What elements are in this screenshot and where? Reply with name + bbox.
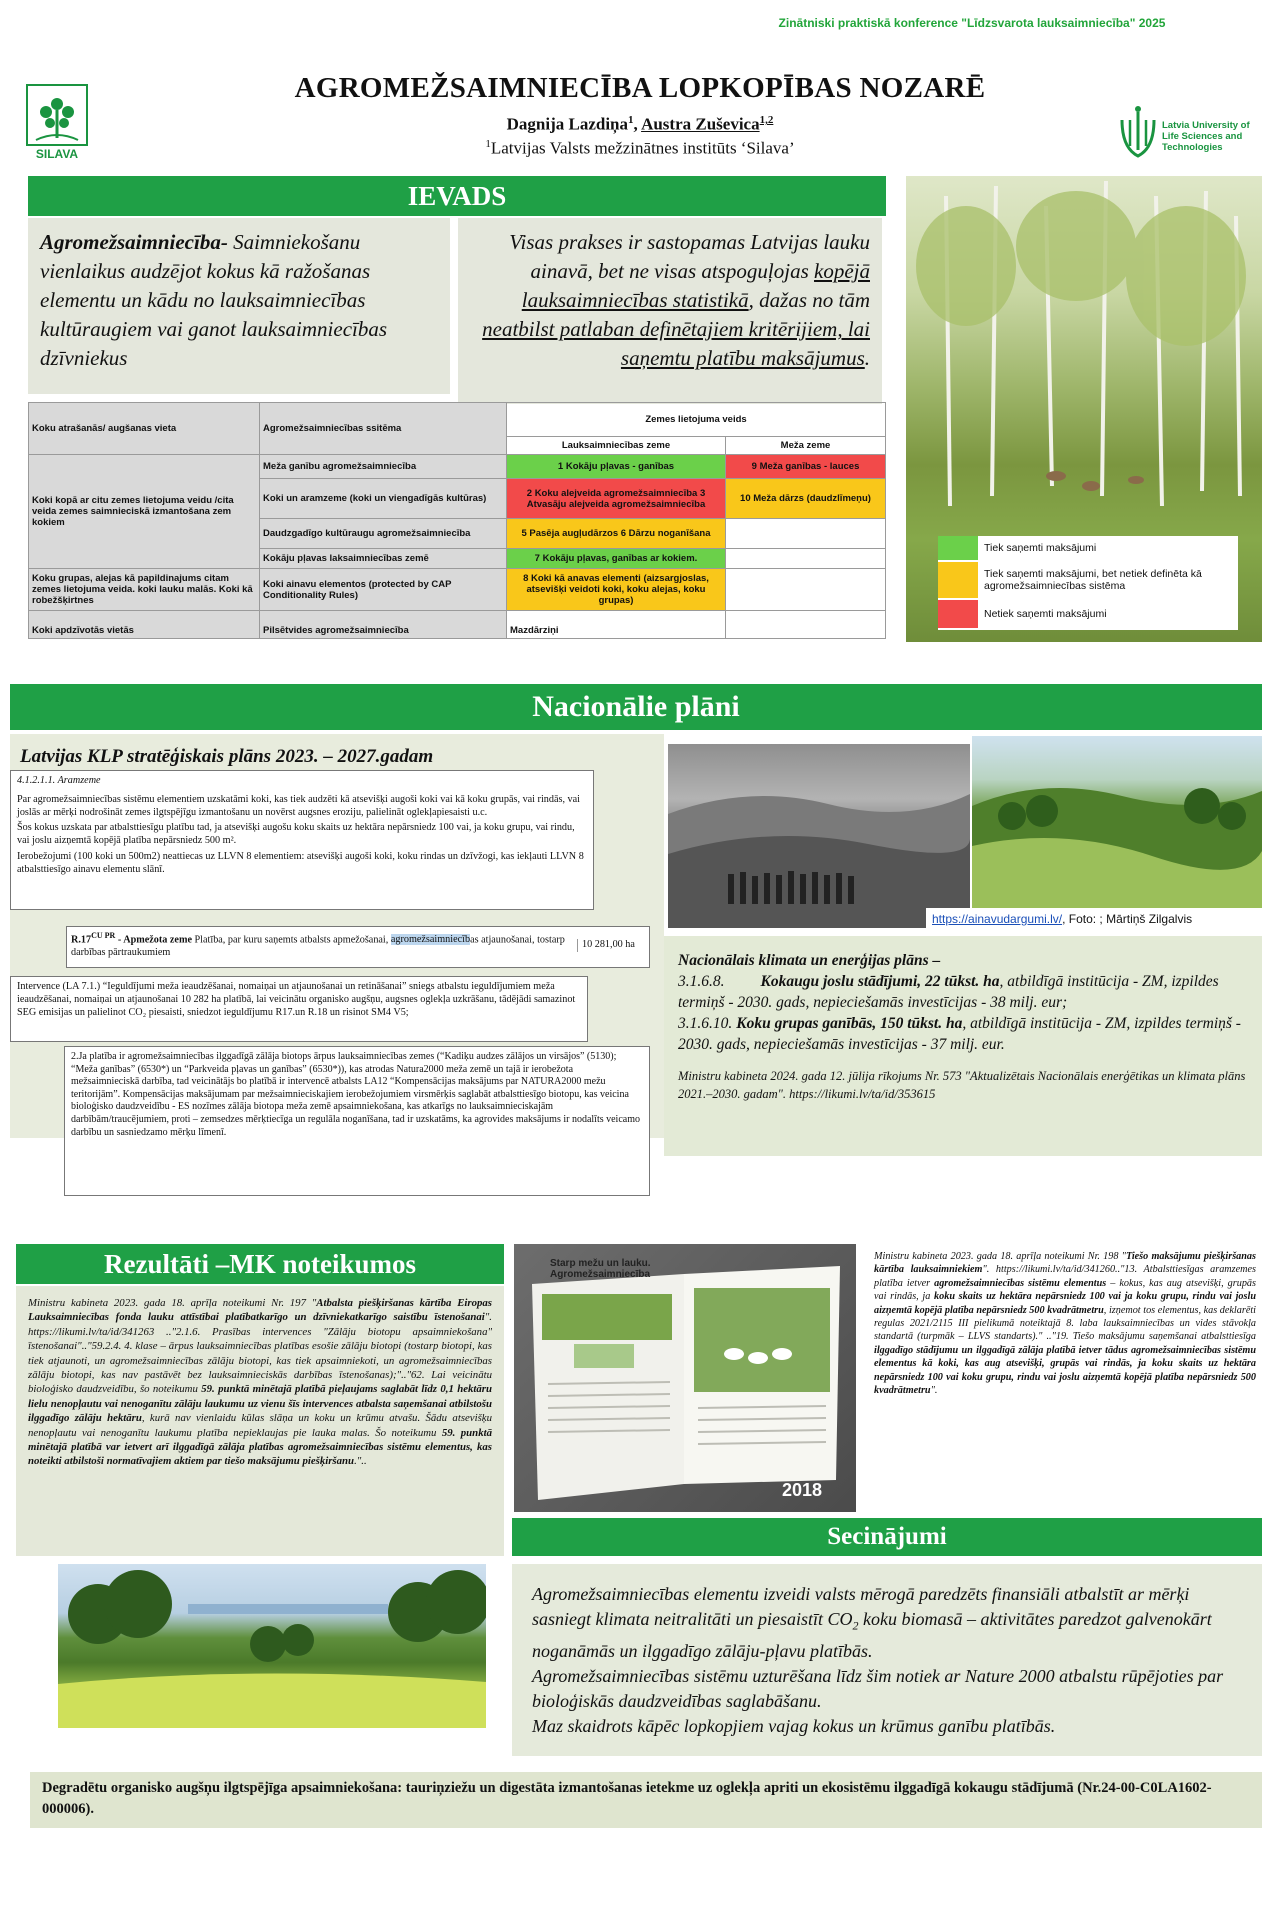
nkep-item-1-rest: , atbildīgā institūcija - ZM, izpildes termiņš - 2030. gads, nepieciešamās investīcijas - 38 milj. eur; [678,973,1219,1011]
r17-text: Platība, par kuru saņemts atbalsts apmežošanai, [191,934,391,946]
ievads-statement-p3: . [864,346,870,370]
historic-photo [668,744,970,928]
table-system-2: Koki un aramzeme (koki un viengadīgās kultūras) [263,493,487,504]
table-agri-1: 1 Kokāju pļavas - ganības [557,461,675,472]
ievads-statement-u1: kopējā lauksaimniecības statistikā [521,259,870,312]
landscape-photo [972,736,1262,910]
results-right-bold-a: Tiešo maksājumu piešķiršanas kārtība lauksaimniekiem [874,1251,1256,1276]
affiliation-text: Latvijas Valsts mežzinātnes institūts ‘Silava’ [490,138,795,158]
university-logo [1116,100,1266,162]
table-system-3: Daudzgadīgo kultūraugu agromežsaimniecība [263,528,471,539]
r17-bold: - Apmežota zeme [117,934,192,946]
affiliation-sup: 1 [485,138,491,150]
nkep-source: Ministru kabineta 2024. gada 12. jūlija rīkojums Nr. 573 "Aktualizētais Nacionālais enerģētikas un klimata plāns 2021.–2030. gadam". https://likumi.lv/ta/id/353615 [678,1069,1246,1101]
ievads-statement [458,218,882,404]
green-hills-illustration [972,736,1262,910]
legend-swatch-yellow [938,562,978,598]
author-2-sup: 1,2 [759,114,774,126]
table-agri-5: 8 Koki kā anavas elementi (aizsargjoslas, atsevišķi veidoti koki, koku alejas, koku grupas) [523,573,709,606]
legend-label-red: Netiek saņemti maksājumi [984,608,1107,620]
ievads-definition-text: Saimniekošanu vienlaikus audzējot kokus kā ražošanas elementu un kādu no lauksaimniecības kultūraugiem vai ganot lauksaimniecības dzīvniekus [40,230,388,370]
conclusions-text [512,1564,1262,1756]
legend-swatch-green [938,536,978,560]
table-system-5: Koki ainavu elementos (protected by CAP Conditionality Rules) [263,578,452,601]
nkep-item-2-rest: , atbildīgā institūcija - ZM, izpildes termiņš - 2030. gads, nepieciešamās investīcijas - 37 milj. eur. [678,1015,1241,1053]
klp-scan-section: 4.1.2.1.1. Aramzeme [17,775,101,786]
results-right-b: ". https://likumi.lv/ta/id/341260.."13. Atbalsttiesīgas aramzemes platība ietver [874,1264,1256,1289]
results-left-bold-a: Atbalsta piešķiršanas kārtība Eiropas Lauksaimniecības fonda lauku attīstībai platībatkarīgo un dzīvniekatkarīgo saistību īstenošanai [28,1297,492,1324]
author-2: Austra Zuševica [641,114,760,134]
table-forest-1: 9 Meža ganības - lauces [751,461,860,472]
r17-code: R.17 [71,934,92,946]
results-right-c: – kokus, kas aug atsevišķi, grupās vai rindās, ja [874,1277,1256,1303]
klp-scan-p3: Ierobežojumi (100 koki un 500m2) neattiecas uz LLVN 8 elementiem: atsevišķi augoši koki, koku rindas un dzīvžogi, kas iekļauti LLVN 8 atbalsttiesīgo ainavu elementu slānī. [17,850,584,875]
results-left-c: , kurā nav vienlaidu kūlas slāņa un koku un krūmu atvašu. Šādu atsevišķu nenopļautu vai nenoganītu laukumu platība nepieklaujas pie lauka malas. Šo noteikumu [28,1412,492,1439]
r17-text-2: as atjaunošanai, tostarp darbības pārtraukumiem [71,934,565,959]
table-location-3: Koki apdzīvotās vietās [32,625,134,636]
conclusion-3: Maz skaidrots kāpēc lopkopjiem vajag kokus un krūmus ganību platībās. [532,1715,1056,1736]
legend-swatch-red [938,600,978,628]
results-heading: Rezultāti –MK noteikumos [16,1244,504,1284]
table-header-system: Agromežsaimniecības ssitēma [263,423,402,434]
photo-credit-link[interactable]: https://ainavudargumi.lv/ [932,912,1063,926]
klp-scan-p2: Šos kokus uzskata par atbalsttiesīgu platību tad, ja atsevišķi augošu koku skaits uz hektāra nepārsniedz 100 vai, ja koku grupu, vai rindu, vai joslu aizņemtā kopējā platība nepārsniedz 500 m². [17,822,575,846]
silava-logo [26,84,88,162]
nkep-item-2 [678,1013,1248,1055]
ievads-statement-u2: neatbilst patlaban definētajiem kritērijiem, lai saņemtu platību maksājumus [482,317,870,370]
results-right-bold-d: ilggadīgo stādījumu un ilggadīgā zālāja platībā ietver tādus agromežsaimniecības sistēmu elementus kā koki, kas aug atsevišķi, grupās vai rindās, ja koku skaits uz hektāra nepārsniedz 100 vai koku grupu, rindu vai joslu aizņemtā kopējā platība nepārsniedz 500 kvadrātmetru [874,1344,1256,1397]
ievads-statement-p1: Visas prakses ir sastopamas Latvijas lauku ainavā, bet ne visas atspoguļojas [509,230,870,283]
book-title: Starp mežu un lauku. Agromežsaimniecība [550,1258,651,1280]
silava-logo-text: SILAVA [35,147,79,161]
klp-scan-aramzeme [10,770,594,910]
nkep-item-1 [678,971,1248,1013]
conclusion-1-sub: 2 [852,1618,859,1633]
results-right-bold-b: agromežsaimniecības sistēmu elementus [934,1277,1107,1289]
wheat-icon [1116,100,1160,162]
lake-meadow-illustration [58,1564,486,1728]
table-forest-2: 10 Meža dārzs (daudzlīmeņu) [740,493,871,504]
ievads-definition [28,218,450,394]
university-logo-text: Latvia University of Life Sciences and Technologies [1162,120,1250,153]
agroforestry-table [28,402,886,639]
ievads-heading: IEVADS [28,176,886,216]
klp-scan-intervention: Intervence (LA 7.1.) “Ieguldījumi meža ieaudzēšanai, nomaiņai un atjaunošanai un retināšanai” sniegs atbalstu ieguldījumiem meža ieaudzēšanai, nomaiņai un atjaunošanai 10 282 ha platībā, lai veicinātu organisko augšņu, augsnes oglekļa uzkrāšanu, tādējādi samazinot SEG emisijas un palielinot CO₂ piesaisti, sniedzot ieguldījumu R17.un R.18 un risinot SM4 V5; [10,976,588,1042]
conclusions-heading: Secinājumi [512,1518,1262,1556]
nkep-item-2-num: 3.1.6.10. [678,1015,733,1032]
klp-title: Latvijas KLP stratēģiskais plāns 2023. – 2027.gadam [20,746,434,767]
payment-legend [938,536,1238,630]
results-left-text [16,1286,504,1556]
nkep-item-1-num: 3.1.6.8. [678,973,725,990]
authors: Dagnija Lazdiņa$^1$, Austra Zuševica$^{1,2}$ [506,114,774,134]
forest-pasture-photo [906,176,1262,642]
book-year: 2018 [782,1480,823,1500]
results-left-bold-c: 59. punktā minētajā platībā var ietvert arī ilggadīgā zālāja platības agromežsaimniecības sistēmu elementus, kas noteikti atbilstoši normatīvajiem aktiem par tiešo maksājumu piešķiršanu [28,1426,492,1468]
nkep-panel [664,936,1262,1156]
table-location-1: Koki kopā ar citu zemes lietojuma veidu /cita veida zemes saimnieciskā izmantošana zem kokiem [32,495,234,528]
results-right-a: Ministru kabineta 2023. gada 18. aprīļa noteikumi Nr. 198 " [874,1251,1126,1262]
open-book-illustration [514,1244,856,1512]
results-right-bold-c: koku skaits uz hektāra nepārsniedz 100 vai ja koku grupu, rindu vai joslu aizņemtā kopējā platība nepārsniedz 500 kvadrātmetru [874,1291,1256,1316]
ievads-definition-term: Agromežsaimniecība- [40,230,228,254]
photo-credit-text: , Foto: ; Mārtiņš Zilgalvis [1062,912,1193,926]
table-header-agri: Lauksaimniecības zeme [561,440,671,451]
results-right-d: , izņemot tos elementus, kas deklarēti regulas 2021/2115 III pielikumā noteiktajā 8. laba lauksaimniecības un vides stāvokļa standartā (turpmāk – LLVS standarts)." .."19. Tiešo maksājumu saņemšanai atbalsttiesīga [874,1304,1257,1343]
table-agri-6: Mazdārziņi [510,625,559,636]
table-agri-4: 7 Kokāju pļavas, ganības ar kokiem. [534,553,698,564]
legend-label-green: Tiek saņemti maksājumi [984,542,1097,554]
results-right-text [868,1246,1262,1508]
historic-landscape-illustration [668,744,970,928]
project-footer: Degradētu organisko augšņu ilgtspējīga apsaimniekošana: tauriņziežu un digestāta izmantošanas ietekme uz oglekļa apriti un ekosistēmu ilggadīgā kokaugu stādījumā (Nr.24-00-C0LA1602-000006). [30,1772,1262,1828]
r17-sup: CU PR [91,931,116,940]
conclusion-1 [532,1582,1242,1664]
table-location-2: Koku grupas, alejas kā papildinajums citam zemes lietojuma veida. koki lauku malās. Koki kā robežšķirtnes [32,573,253,606]
klp-scan-natura: 2.Ja platība ir agromežsaimniecības ilggadīgā zālāja biotops ārpus lauksaimniecības zemes (“Kadiķu audzes zālājos un virsājos” (5130); “Meža ganības” (6530*) un “Parkveida pļavas un ganības” (6530*)), kas atrodas Natura2000 meža zemē un tajā ir ierobežota mežsaimnieciskā darbība, tad veicinātājs bo platībā ir intervencē atbalsts LA12 “Kompensācijas maksājums par NATURA2000 mežu teritorijām”. Kompensācijas maksājumam par mežsaimnieciskajiem ierobežojumiem virsmērķis saglabāt atbalsttiesīgo biotopu, kas veicina bioloģisko daudzveidību - ES nozīmes zālāja biotopa meža zemē apsaimniekošana, kas atkarīgs no lauksaimnieciskajām darbībām/traucējumiem, proti – zemsedzes mērķtiecīga un regulāla noganīšana, tad ir uzskatāms, ka agrovides maksājums ir nodalīts veicamo darbību un sasniedzamo mērķu līmenī. [64,1046,650,1196]
affiliation [190,138,1090,159]
results-left-d: .".. [354,1455,367,1468]
results-left-b: ". https://likumi.lv/ta/id/341263 .."2.1.6. Prasības intervences "Zālāju biotopu apsaimniekošana" īstenošanai".."59.2.4. 4. klase – ārpus lauksaimniecības platības esošie zālāju biotopi (tostarp biotopi, kas tiek atjaunoti, un agromežsaimniecības zālāju biotopi, kas tiek apsaimniekoti, un agromežsaimniecības zālāju biotopi, kas nav pastāvēt bez lauksaimnieciskās darbības īstenošanas);".."62. Lai veicinātu bioloģisko daudzveidību, šo noteikumu [28,1311,492,1396]
author-1-sup: 1 [628,114,634,126]
table-header-landuse: Zemes lietojuma veids [645,414,747,425]
klp-scan-p1: Par agromežsaimniecības sistēmu elementiem uzskatāmi koki, kas tiek audzēti kā atsevišķi augoši koki vai kā koku grupās, vai rindās, vai joslās ar mērķi nodrošināt zemes ilgtspējīgu izmantošanu un novērst augsnes eroziju, palielināt oglekļapiesaisti u.c. [17,793,580,818]
lake-landscape-photo [58,1564,486,1728]
nkep-title: Nacionālais klimata un enerģijas plāns – [678,952,941,969]
legend-label-yellow: Tiek saņemti maksājumi, bet netiek definēta kā agromežsaimniecības sistēma [984,568,1202,592]
table-header-location: Koku atrašanās/ augšanas vieta [32,423,177,434]
klp-scan-r17 [66,926,650,968]
nkep-item-1-bold: Kokaugu joslu stādījumi, 22 tūkst. ha [760,973,1000,990]
conclusion-1a: Agromežsaimniecības elementu izveidi valsts mērogā paredzēts finansiāli atbalstīt ar mērķi sasniegt klimata neitralitāti un piesaistīt CO [532,1584,1190,1629]
photo-credit [926,908,1262,930]
poster-title: AGROMEŽSAIMNIECĪBA LOPKOPĪBAS NOZARĒ [294,72,986,104]
conclusion-2: Agromežsaimniecības sistēmu uzturēšana līdz šim notiek ar Nature 2000 atbalstu rūpējoties par bioloģiskās daudzveidības saglabāšanu. [532,1665,1224,1711]
results-left-a: Ministru kabineta 2023. gada 18. aprīļa noteikumi Nr. 197 " [28,1297,317,1309]
table-system-6: Pilsētvides agromežsaimniecība [263,625,409,636]
ievads-statement-p2: , dažas no tām [748,288,870,312]
r17-highlight: agromežsaimniecīb [390,934,471,946]
conclusion-1b: koku biomasā – aktivitātes paredzot galvenokārt noganāmās un ilggadīgo zālāju-pļavu platībās. [532,1609,1212,1661]
book-photo [514,1244,856,1512]
table-system-4: Kokāju pļavas laksaimniecības zemē [263,553,429,564]
results-right-e: ". [930,1385,938,1397]
author-1: Dagnija Lazdiņa [506,114,629,134]
table-agri-3: 5 Pasēja augļudārzos 6 Dārzu noganīšana [521,528,711,539]
table-header-forest: Meža zeme [780,440,831,451]
table-agri-2: 2 Koku alejveida agromežsaimniecība 3 Atvasāju alejveida agromežsaimniecība [526,487,706,510]
table-system-1: Meža ganību agromežsaimniecība [263,461,417,472]
nkep-item-2-bold: Koku grupas ganībās, 150 tūkst. ha [736,1015,963,1032]
r17-value: 10 281,00 ha [577,939,654,952]
conference-title: Zinātniski praktiskā konference "Līdzsvarota lauksaimniecība" 2025 [778,16,1166,30]
results-left-bold-b: 59. punktā minētajā platībā pieļaujams saglabāt līdz 0,1 hektāru lielu nenopļautu vai nenoganītu zālāju laukumu uz vienu šīs intervences atbalsta saņemšanai atbilstošu ilggadīgo zālāju hektāru [28,1383,492,1425]
national-plans-heading: Nacionālie plāni [10,684,1262,730]
